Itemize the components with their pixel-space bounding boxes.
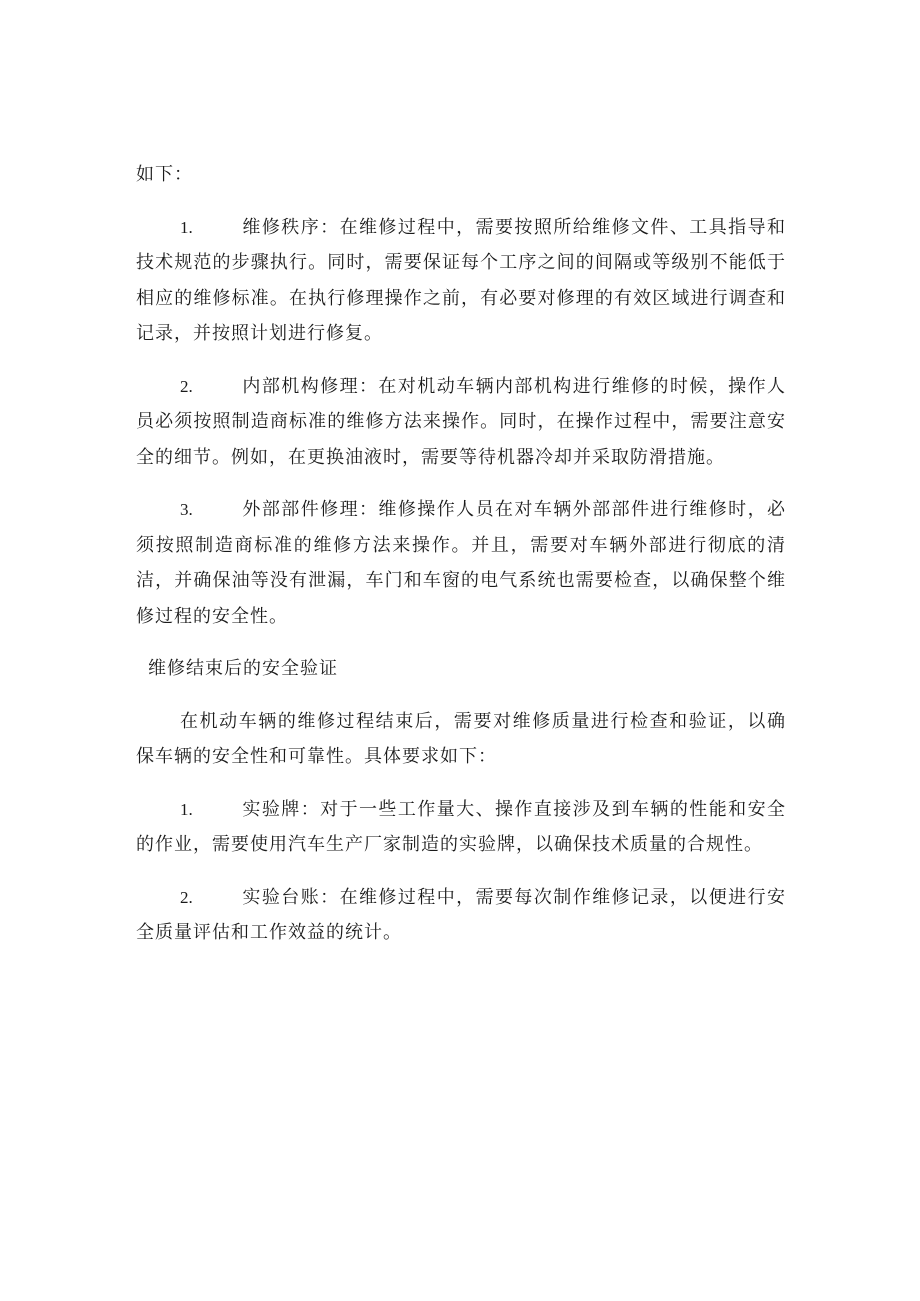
list-item-internal-repair: [136, 369, 786, 476]
list-number: 2.: [180, 887, 193, 907]
list-number: 2.: [180, 376, 193, 396]
list-number: 3.: [180, 500, 193, 519]
list-item-maintenance-order: [136, 210, 786, 352]
section-paragraph: 在机动车辆的维修过程结束后，需要对维修质量进行检查和验证，以确保车辆的安全性和可靠性。具体要求如下：: [136, 710, 786, 767]
list-number: 1.: [180, 217, 193, 237]
list-number: 1.: [180, 799, 193, 819]
section-heading: 维修结束后的安全验证: [148, 658, 338, 679]
list-item-text: 维修秩序：在维修过程中，需要按照所给维修文件、工具指导和技术规范的步骤执行。同时，需要保证每个工序之间的间隔或等级别不能低于相应的维修标准。在执行修理操作之前，有必要对修理的有效区域进行调查和记录，并按照计划进行修复。: [136, 216, 786, 344]
document-body: [136, 157, 786, 951]
list-item-test-ledger: [136, 880, 786, 951]
list-item-text: 内部机构修理：在对机动车辆内部机构进行维修的时候，操作人员必须按照制造商标准的维修方法来操作。同时，在操作过程中，需要注意安全的细节。例如，在更换油液时，需要等待机器冷却并采取防滑措施。: [136, 375, 786, 468]
intro-text: 如下：: [136, 164, 193, 185]
list-item-text: 实验台账：在维修过程中，需要每次制作维修记录，以便进行安全质量评估和工作效益的统计。: [136, 886, 786, 943]
list-item-text: 外部部件修理：维修操作人员在对车辆外部部件进行维修时，必须按照制造商标准的维修方法来操作。并且，需要对车辆外部进行彻底的清洁，并确保油等没有泄漏，车门和车窗的电气系统也需要检查，以确保整个维修过程的安全性。: [136, 499, 786, 627]
list-item-test-plate: [136, 792, 786, 863]
list-item-text: 实验牌：对于一些工作量大、操作直接涉及到车辆的性能和安全的作业，需要使用汽车生产厂家制造的实验牌，以确保技术质量的合规性。: [136, 798, 786, 855]
list-item-external-repair: [136, 492, 786, 634]
